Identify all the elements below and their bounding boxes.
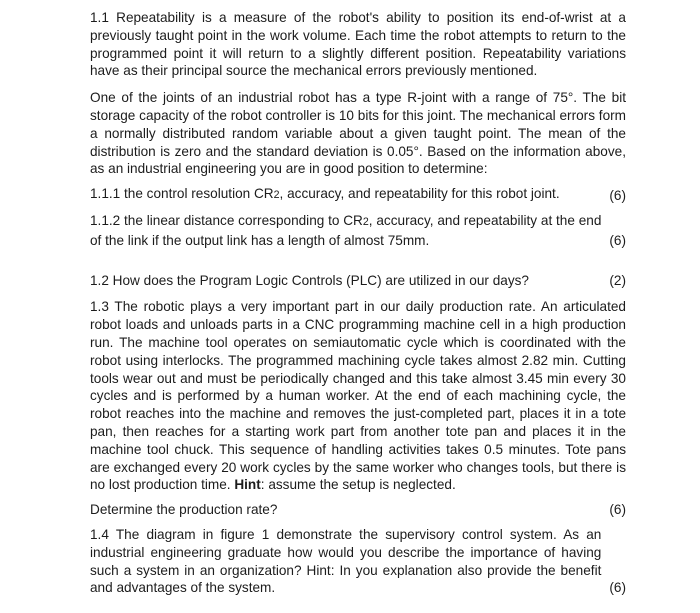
cr-subscript: 2: [273, 189, 280, 202]
q1-1-2-row: [90, 212, 626, 250]
q1-1-1-row: [90, 185, 626, 205]
q1-4-text: 1.4 The diagram in figure 1 demonstrate the supervisory control system. As an industrial engineering graduate how would you describe the importance of having such a system in an organization? Hint: In you explanation also provide the benefit and advantages of the system.: [90, 526, 602, 596]
q1-1-scenario: One of the joints of an industrial robot has a type R-joint with a range of 75°. The bit storage capacity of the robot controller is 10 bits for this joint. The mechanical errors form a normally distributed random variable about a given taught point. The mean of the distribution is zero and the standard deviation is 0.05°. Based on the information above, as an industrial engineering you are in good position to determine:: [90, 90, 626, 177]
hint-label: Hint: [234, 477, 261, 493]
q1-1-1-marks: (6): [609, 188, 626, 204]
q1-1-2-text: 1.1.2 the linear distance corresponding to CR2, accuracy, and repeatability at the end of the link if the output link has a length of almost 75mm.: [90, 212, 602, 248]
question-sheet: [90, 9, 626, 597]
cr-subscript: 2: [362, 215, 369, 228]
q1-3-marks: (6): [609, 502, 626, 518]
q1-1-1-text: 1.1.1 the control resolution CR2, accuracy, and repeatability for this robot joint.: [90, 186, 560, 202]
q1-2-marks: (2): [609, 272, 626, 288]
q1-3-question: Determine the production rate?: [90, 502, 278, 518]
q1-2-row: [90, 272, 626, 290]
q1-1-2-marks: (6): [609, 232, 626, 248]
q1-1-intro: 1.1 Repeatability is a measure of the robot's ability to position its end-of-wrist at a previously taught point in the work volume. Each time the robot attempts to return to the programmed point it will return to a slightly different position. Repeatability variations have as their principal source the mechanical errors previously mentioned.: [90, 10, 626, 79]
q1-4-row: [90, 526, 626, 597]
q1-4-marks: (6): [609, 580, 626, 596]
q1-3-text: 1.3 The robotic plays a very important part in our daily production rate. An articulated robot loads and unloads parts in a CNC programming machine cell in a high production run. The machine tool operates on semiautomatic cycle which is coordinated with the robot using interlocks. The programmed machining cycle takes almost 2.82 min. Cutting tools wear out and must be periodically changed and this take almost 3.45 min every 30 cycles and is performed by a human worker. At the end of each machining cycle, the robot reaches into the machine and removes the just-completed part, places it in a tote pan, then reaches for a starting work part from another tote pan and places it in the machine tool chuck. This sequence of handling activities takes 0.5 minutes. Tote pans are exchanged every 20 work cycles by the same worker who changes tools, but there is no lost production time. Hint: assume the setup is neglected.: [90, 299, 626, 493]
q1-2-text: 1.2 How does the Program Logic Controls (PLC) are utilized in our days?: [90, 272, 529, 288]
q1-3-question-row: [90, 501, 626, 519]
